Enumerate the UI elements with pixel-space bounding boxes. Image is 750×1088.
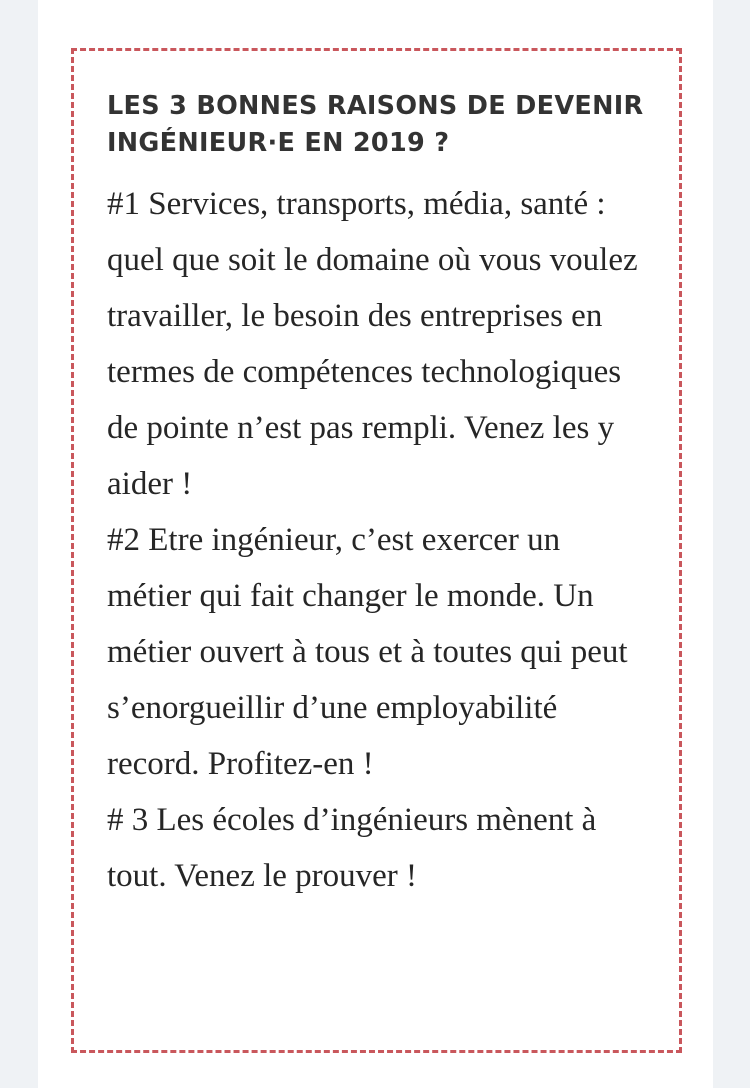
callout-body	[107, 176, 652, 904]
article-card	[38, 0, 713, 1088]
reasons-callout-box	[71, 48, 682, 1053]
reason-3: # 3 Les écoles d’ingénieurs mènent à tout. Venez le prouver !	[107, 802, 597, 894]
reason-2: #2 Etre ingénieur, c’est exercer un métier qui fait changer le monde. Un métier ouvert à tous et à toutes qui peut s’enorgueillir d’une employabilité record. Profitez-en !	[107, 522, 628, 782]
callout-title: LES 3 BONNES RAISONS DE DEVENIR INGÉNIEUR·E EN 2019 ?	[107, 91, 644, 158]
reason-1: #1 Services, transports, média, santé : quel que soit le domaine où vous voulez travailler, le besoin des entreprises en termes de compétences technologiques de pointe n’est pas rempli. Venez les y aider !	[107, 186, 638, 502]
